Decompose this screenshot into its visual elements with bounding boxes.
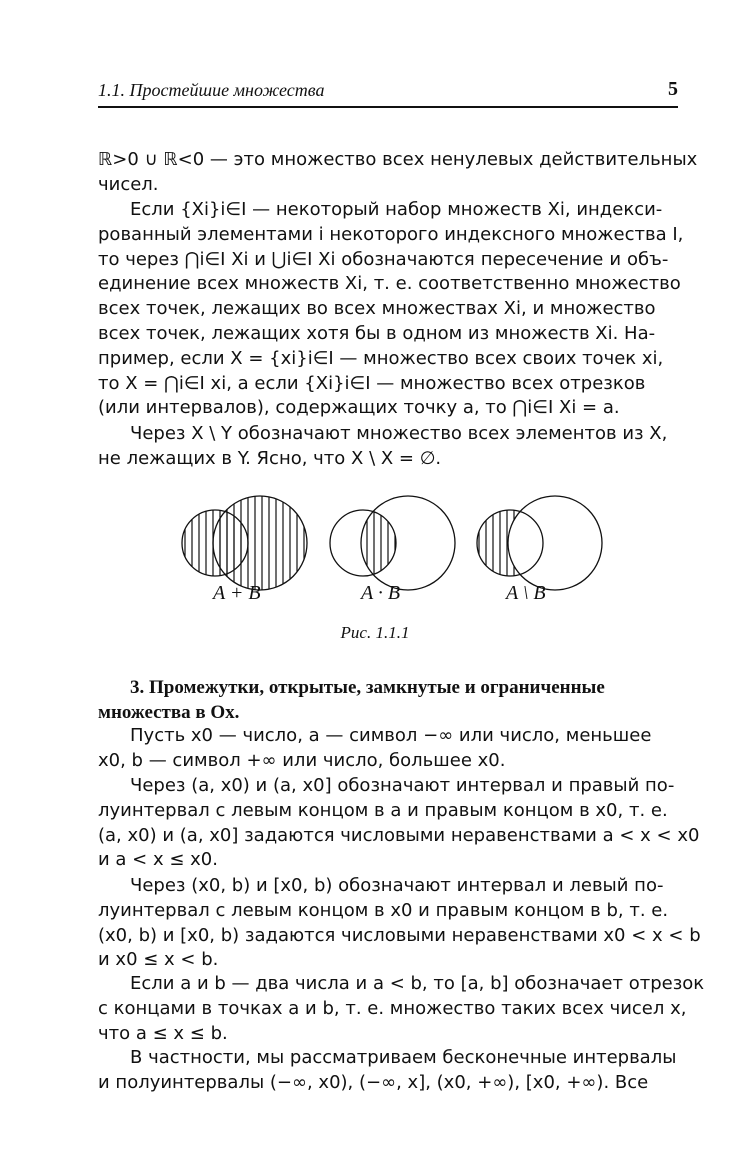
text-line: В частности, мы рассматриваем бесконечные интервалы [130, 1047, 677, 1068]
venn-difference [477, 496, 602, 590]
term-intersection: пересечение [480, 248, 604, 270]
venn-label-difference: A \ B [506, 582, 546, 604]
text-line: всех точек, лежащих хотя бы в одном из множеств Xi. На- [98, 322, 656, 344]
text-line: то X = ⋂i∈I xi, а если {Xi}i∈I — множество всех отрезков [98, 372, 646, 394]
text-line: Пусть x0 — число, a — символ −∞ или число, меньшее [130, 725, 652, 746]
paragraph-8 [98, 1046, 678, 1096]
paragraph-5 [98, 774, 700, 873]
venn-label-intersection: A · B [361, 582, 401, 604]
text-line: Через (x0, b) и [x0, b) обозначают интервал и левый по- [130, 875, 664, 896]
venn-label-union: A + B [213, 582, 261, 604]
text-line: Через X \ Y обозначают множество всех элементов из X, [130, 423, 668, 444]
text-line: что a ≤ x ≤ b. [98, 1022, 228, 1044]
paragraph-1 [98, 148, 698, 198]
paragraph-7 [98, 972, 705, 1046]
text-line: (x0, b) и [x0, b) задаются числовыми неравенствами x0 < x < b [98, 924, 701, 946]
text-line: x0, b — символ +∞ или число, большее x0. [98, 749, 506, 771]
paragraph-4 [98, 724, 678, 774]
paragraph-3 [98, 422, 678, 472]
venn-union [182, 496, 307, 590]
paragraph-6 [98, 874, 701, 973]
term-union: объ- [627, 248, 669, 270]
text-line: чисел. [98, 173, 159, 195]
text-line: (a, x0) и (a, x0] задаются числовыми неравенствами a < x < x0 [98, 824, 700, 846]
text-line: не лежащих в Y. Ясно, что X \ X = ∅. [98, 447, 442, 469]
running-header [98, 78, 678, 108]
text-line: то через ⋂i∈I Xi и ⋃i∈I Xi обозначаются пересечение и объ- [98, 248, 678, 273]
text-line: и a < x ≤ x0. [98, 849, 218, 871]
venn-intersection [330, 496, 455, 590]
text-line: (или интервалов), содержащих точку a, то ⋂i∈I Xi = a. [98, 397, 620, 419]
text-line: и полуинтервалы (−∞, x0), (−∞, x], (x0, +∞), [x0, +∞). Все [98, 1071, 649, 1093]
text-line: всех точек, лежащих во всех множествах Xi, и множество [98, 298, 656, 320]
text-line: Если a и b — два числа и a < b, то [a, b] обозначает отрезок [130, 973, 705, 994]
text-line: луинтервал с левым концом в x0 и правым концом в b, т. е. [98, 899, 669, 921]
page-number: 5 [668, 78, 678, 100]
section-title: 1.1. Простейшие множества [98, 80, 325, 100]
text-line: ℝ>0 ∪ ℝ<0 — это множество всех ненулевых действительных [98, 149, 698, 170]
figure-caption: Рис. 1.1.1 [340, 623, 410, 642]
text-line: Если {Xi}i∈I — некоторый набор множеств Xi, индекси- [130, 199, 663, 220]
term-union-cont: единение [98, 273, 191, 295]
text-line: единение всех множеств Xi, т. е. соответственно множество [98, 272, 678, 297]
text-line: пример, если X = {xi}i∈I — множество всех своих точек xi, [98, 347, 664, 369]
text-line: луинтервал с левым концом в a и правым концом в x0, т. е. [98, 799, 668, 821]
text-line: Через (a, x0) и (a, x0] обозначают интервал и правый по- [130, 775, 675, 796]
text-line: и x0 ≤ x < b. [98, 949, 219, 971]
paragraph-2 [98, 198, 684, 421]
text-line: с концами в точках a и b, т. е. множество таких всех чисел x, [98, 997, 687, 1019]
text-line: рованный элементами i некоторого индексного множества I, [98, 223, 684, 245]
section-heading: 3. Промежутки, открытые, замкнутые и ограниченные множества в Ox. [98, 677, 605, 723]
